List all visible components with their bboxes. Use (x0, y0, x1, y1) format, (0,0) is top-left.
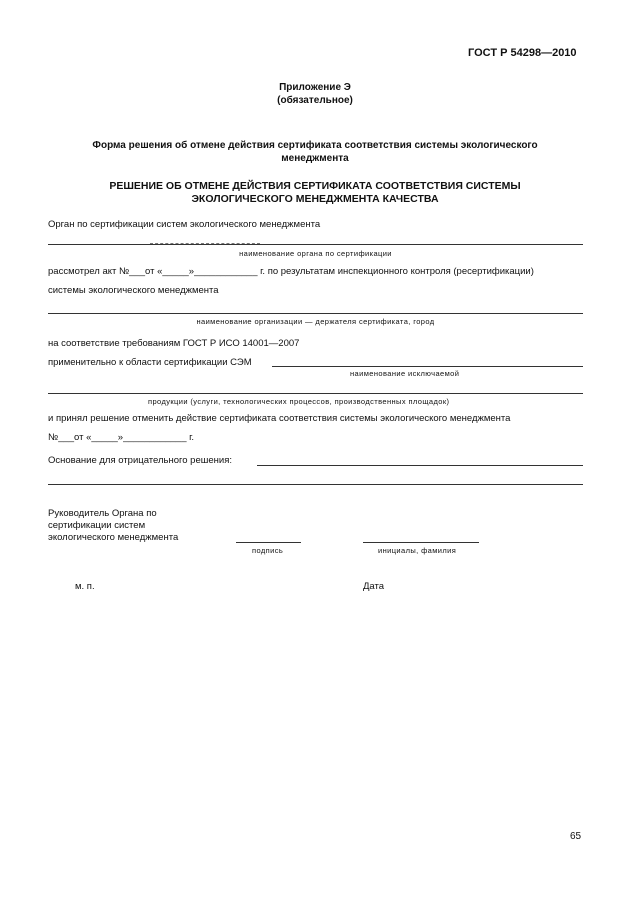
annex-title: Приложение Э (279, 82, 351, 93)
excluded-caption: наименование исключаемой (350, 369, 460, 378)
field-mark (150, 243, 260, 244)
number-line: №___от «_____»____________ г. (48, 432, 195, 443)
sign-caption: подпись (252, 546, 284, 555)
scope-label: применительно к области сертификации СЭМ (48, 357, 252, 368)
basis-field-line2[interactable] (48, 484, 583, 485)
page-number: 65 (570, 831, 582, 842)
scope-field[interactable] (272, 366, 583, 367)
systems-line: системы экологического менеджмента (48, 285, 219, 296)
organ-caption: наименование органа по сертификации (239, 249, 392, 258)
basis-label: Основание для отрицательного решения: (48, 455, 232, 466)
form-title-line1: Форма решения об отмене действия сертификата соответствия системы экологического (92, 140, 538, 151)
head-line3: экологического менеджмента (48, 532, 179, 543)
products-field[interactable] (48, 393, 583, 394)
stamp-label: м. п. (75, 581, 95, 592)
name-caption: инициалы, фамилия (378, 546, 457, 555)
date-label: Дата (363, 581, 385, 592)
holder-caption: наименование организации — держателя сертификата, город (196, 317, 435, 326)
name-field[interactable] (363, 542, 479, 543)
reviewed-line: рассмотрел акт №___от «_____»____________ г. по результатам инспекционного контроля (ресертификации) (48, 266, 534, 277)
basis-field[interactable] (257, 465, 583, 466)
decision-title-line1: РЕШЕНИЕ ОБ ОТМЕНЕ ДЕЙСТВИЯ СЕРТИФИКАТА СООТВЕТСТВИЯ СИСТЕМЫ (109, 180, 521, 192)
organ-name-field[interactable] (48, 244, 583, 245)
form-title-line2: менеджмента (281, 153, 349, 164)
requirements-line: на соответствие требованиям ГОСТ Р ИСО 14001—2007 (48, 338, 300, 349)
products-caption: продукции (услуги, технологических процессов, производственных площадок) (148, 397, 450, 406)
standard-number: ГОСТ Р 54298—2010 (468, 47, 577, 59)
decision-line: и принял решение отменить действие сертификата соответствия системы экологического менеджмента (48, 413, 511, 424)
organ-label: Орган по сертификации систем экологического менеджмента (48, 219, 321, 230)
holder-name-field[interactable] (48, 313, 583, 314)
head-line2: сертификации систем (48, 520, 146, 531)
head-line1: Руководитель Органа по (48, 508, 157, 519)
signature-field[interactable] (236, 542, 301, 543)
annex-status: (обязательное) (277, 95, 353, 106)
decision-title-line2: ЭКОЛОГИЧЕСКОГО МЕНЕДЖМЕНТА КАЧЕСТВА (191, 193, 439, 205)
